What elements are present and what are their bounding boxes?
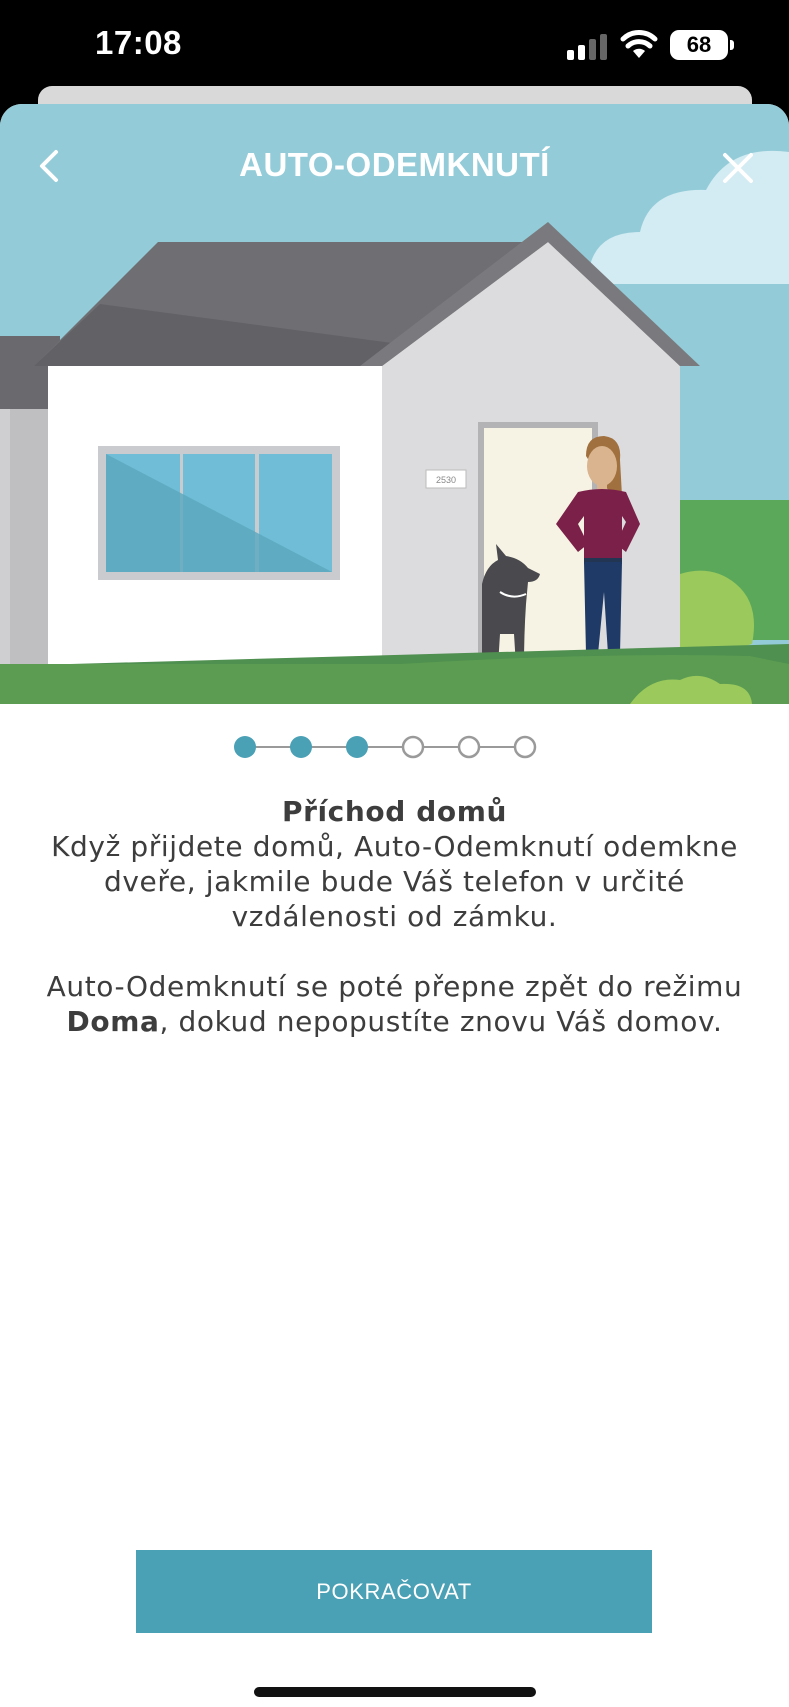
step-dot (290, 736, 312, 758)
progress-stepper (232, 734, 538, 760)
mode-name: Doma (66, 1005, 160, 1038)
page-title: AUTO-ODEMKNUTÍ (239, 146, 550, 183)
mode-text-end: , dokud nepopustíte znovu Váš domov. (159, 1005, 723, 1038)
hero-illustration (0, 104, 789, 704)
step-dot (234, 736, 256, 758)
mode-description (40, 969, 749, 1039)
step-dot (459, 737, 479, 757)
step-dot (346, 736, 368, 758)
section-heading: Příchod domů (281, 795, 508, 828)
home-indicator (254, 1687, 536, 1697)
house-illustration (0, 104, 789, 704)
step-dot (403, 737, 423, 757)
modal-sheet (0, 104, 789, 1707)
description (40, 794, 749, 1039)
house-number: 2530 (435, 475, 457, 485)
arrival-description: Když přijdete domů, Auto-Odemknutí odemkne dveře, jakmile bude Váš telefon v určité vzdálenosti od zámku. (51, 830, 738, 933)
status-bar (0, 0, 789, 88)
close-icon[interactable] (722, 152, 754, 184)
cellular-signal-icon (567, 34, 609, 60)
status-time: 17:08 (95, 24, 182, 61)
battery-indicator (670, 30, 728, 60)
battery-level: 68 (686, 32, 712, 57)
mode-text-start: Auto-Odemknutí se poté přepne zpět do režimu (46, 970, 743, 1003)
continue-button[interactable]: POKRAČOVAT (136, 1550, 652, 1633)
wifi-icon (620, 30, 658, 60)
step-dot (515, 737, 535, 757)
